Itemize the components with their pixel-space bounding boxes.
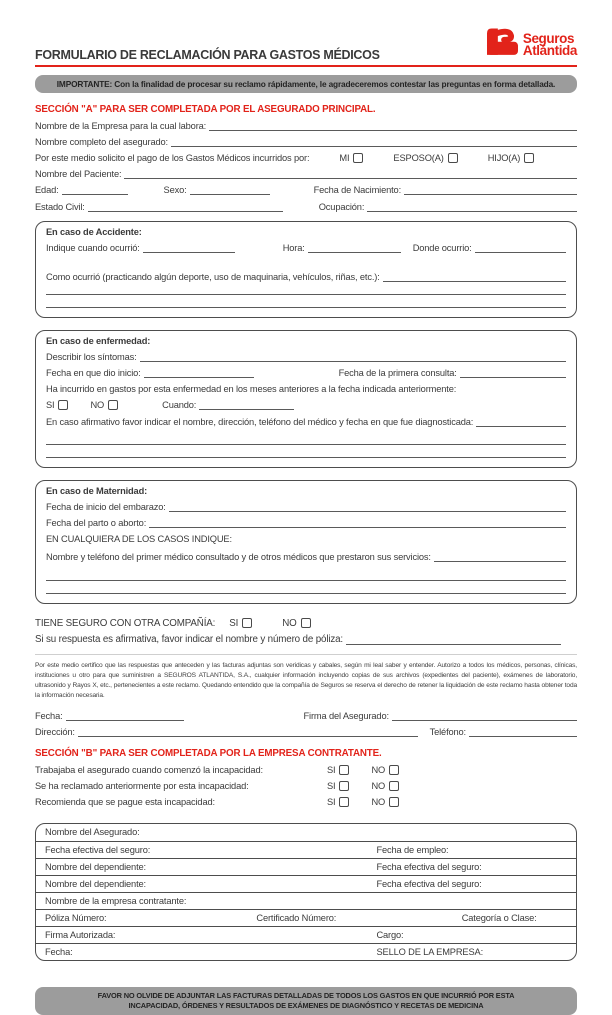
address-phone-field bbox=[35, 725, 577, 737]
table-row[interactable] bbox=[36, 943, 576, 960]
illness-start-line[interactable] bbox=[144, 368, 254, 378]
illness-symptoms-label: Describir los síntomas: bbox=[46, 352, 137, 363]
address-label: Dirección: bbox=[35, 726, 75, 737]
accident-hour-line[interactable] bbox=[308, 243, 401, 253]
maternity-doctors-field bbox=[46, 551, 566, 563]
payee-label: Por este medio solicito el pago de los Gastos Médicos incurridos por: bbox=[35, 152, 310, 163]
birth-input-line[interactable] bbox=[404, 185, 577, 195]
q1-yes-checkbox[interactable] bbox=[339, 765, 349, 775]
table-cell: SELLO DE LA EMPRESA: bbox=[376, 946, 484, 957]
illness-symptoms-line[interactable] bbox=[140, 352, 566, 362]
payee-field bbox=[35, 152, 577, 164]
illness-when-label: Cuando: bbox=[162, 399, 197, 410]
table-cell: Nombre del Asegurado: bbox=[45, 827, 140, 838]
accident-when-field bbox=[46, 241, 566, 253]
maternity-pregnancy-label: Fecha de inicio del embarazo: bbox=[46, 501, 166, 512]
table-row[interactable] bbox=[36, 892, 576, 909]
section-a-heading: SECCIÓN "A" PARA SER COMPLETADA POR EL ASEGURADO PRINCIPAL. bbox=[35, 104, 376, 115]
table-cell: Póliza Número: bbox=[45, 912, 107, 923]
illness-yes-checkbox[interactable] bbox=[58, 400, 68, 410]
accident-title: En caso de Accidente: bbox=[46, 226, 142, 237]
illness-box bbox=[35, 330, 577, 467]
age-sex-birth-field bbox=[35, 184, 577, 196]
patient-field bbox=[35, 168, 577, 180]
checkbox-hijo[interactable] bbox=[524, 153, 534, 163]
accident-hour-label: Hora: bbox=[282, 242, 305, 253]
q1-yes-label: SI bbox=[327, 764, 336, 775]
table-cell: Nombre del dependiente: bbox=[45, 861, 146, 872]
illness-prior-expenses-field bbox=[46, 383, 566, 395]
option-hijo-label: HIJO(A) bbox=[487, 152, 521, 163]
logo-line2: Atlántida bbox=[522, 43, 577, 58]
q3-yes-label: SI bbox=[327, 796, 336, 807]
option-mi-label: MI bbox=[339, 152, 350, 163]
table-row[interactable] bbox=[36, 909, 576, 926]
accident-how-field bbox=[46, 271, 566, 283]
phone-input-line[interactable] bbox=[469, 727, 577, 737]
table-cell: Nombre de la empresa contratante: bbox=[45, 895, 187, 906]
question-recommend-payment bbox=[35, 794, 577, 810]
question-worked-label: Trabajaba el asegurado cuando comenzó la incapacidad: bbox=[35, 764, 263, 775]
other-insurance-yes-label: SI bbox=[229, 617, 239, 629]
accident-blank-line-1[interactable] bbox=[46, 282, 566, 295]
accident-how-line[interactable] bbox=[383, 272, 566, 282]
accident-where-line[interactable] bbox=[475, 243, 566, 253]
illness-affirmative-label: En caso afirmativo favor indicar el nombre, dirección, teléfono del médico y fecha en que fue diagnosticada: bbox=[46, 416, 474, 427]
table-row[interactable] bbox=[36, 841, 576, 858]
date-label: Fecha: bbox=[35, 710, 63, 721]
header bbox=[35, 28, 577, 67]
illness-yesno-field bbox=[46, 399, 566, 411]
illness-yes-label: SI bbox=[46, 399, 55, 410]
age-label: Edad: bbox=[35, 185, 59, 196]
employer-field bbox=[35, 120, 577, 132]
other-insurance-no-label: NO bbox=[282, 617, 297, 629]
table-cell: Firma Autorizada: bbox=[45, 929, 116, 940]
illness-no-checkbox[interactable] bbox=[108, 400, 118, 410]
checkbox-esposo[interactable] bbox=[448, 153, 458, 163]
important-notice: IMPORTANTE: Con la finalidad de procesar su reclamo rápidamente, le agradeceremos contestar las preguntas en forma detallada. bbox=[35, 75, 577, 93]
age-input-line[interactable] bbox=[62, 185, 128, 195]
employer-label: Nombre de la Empresa para la cual labora: bbox=[35, 121, 207, 132]
other-insurance-policy-label: Si su respuesta es afirmativa, favor indicar el nombre y número de póliza: bbox=[35, 634, 343, 645]
footer-line2: INCAPACIDAD, ÓRDENES Y RESULTADOS DE EXÁMENES DE DIAGNÓSTICO Y RECETAS DE MEDICINA bbox=[128, 1001, 484, 1011]
civil-input-line[interactable] bbox=[88, 202, 283, 212]
question-prior-claim-label: Se ha reclamado anteriormente por esta incapacidad: bbox=[35, 780, 249, 791]
other-insurance-yes-checkbox[interactable] bbox=[242, 618, 252, 628]
maternity-doctors-label: Nombre y teléfono del primer médico consultado y de otros médicos que prestaron sus servicios: bbox=[46, 552, 431, 563]
maternity-title: En caso de Maternidad: bbox=[46, 485, 148, 496]
q1-no-checkbox[interactable] bbox=[389, 765, 399, 775]
other-insurance-policy-field bbox=[35, 634, 577, 646]
q1-no-label: NO bbox=[371, 764, 386, 775]
maternity-doctors-line[interactable] bbox=[434, 552, 566, 562]
date-signature-field bbox=[35, 709, 577, 721]
maternity-pregnancy-field bbox=[46, 500, 566, 512]
address-input-line[interactable] bbox=[78, 727, 418, 737]
insured-field bbox=[35, 136, 577, 148]
maternity-pregnancy-line[interactable] bbox=[169, 502, 566, 512]
page-title: FORMULARIO DE RECLAMACIÓN PARA GASTOS MÉDICOS bbox=[35, 48, 380, 62]
patient-label: Nombre del Paciente: bbox=[35, 169, 122, 180]
illness-blank-line-1[interactable] bbox=[46, 432, 566, 445]
q2-no-checkbox[interactable] bbox=[389, 781, 399, 791]
question-recommend-label: Recomienda que se pague esta incapacidad: bbox=[35, 796, 215, 807]
other-insurance-policy-line[interactable] bbox=[346, 635, 561, 645]
birth-label: Fecha de Nacimiento: bbox=[313, 185, 402, 196]
accident-when-line[interactable] bbox=[143, 243, 235, 253]
table-cell: Fecha efectiva del seguro: bbox=[376, 861, 482, 872]
footer-line1: FAVOR NO OLVIDE DE ADJUNTAR LAS FACTURAS DETALLADAS DE TODOS LOS GASTOS EN QUE INCURRIÓ POR ESTA bbox=[97, 990, 515, 1000]
accident-when-label: Indique cuando ocurrió: bbox=[46, 242, 140, 253]
question-prior-claim bbox=[35, 778, 577, 794]
logo-wordmark bbox=[522, 30, 577, 58]
maternity-either-case-field bbox=[46, 532, 566, 544]
divider-line bbox=[35, 654, 577, 655]
logo-line1: Seguros bbox=[522, 30, 575, 46]
q3-yes-checkbox[interactable] bbox=[339, 797, 349, 807]
atlantida-logo-icon bbox=[487, 28, 518, 62]
table-cell: Cargo: bbox=[376, 929, 404, 940]
illness-first-visit-line[interactable] bbox=[460, 368, 566, 378]
q2-yes-checkbox[interactable] bbox=[339, 781, 349, 791]
illness-prior-expenses-label: Ha incurrido en gastos por esta enfermedad en los meses anteriores a la fecha indicada anteriormente: bbox=[46, 384, 457, 395]
accident-blank-line-2[interactable] bbox=[46, 295, 566, 308]
checkbox-mi[interactable] bbox=[353, 153, 363, 163]
table-row[interactable] bbox=[36, 858, 576, 875]
maternity-delivery-label: Fecha del parto o aborto: bbox=[46, 517, 147, 528]
legal-certification-text: Por este medio certifico que las respuestas que anteceden y las facturas adjuntas son veridicas y cabales, según mi leal saber y entender. Autorizo a todos los médicos, personas, clínicas, instituciones u otro para que suministren a SEGUROS ATLANTIDA, S.A., cualquier información incluyendo copias de sus archivos (expedientes del paciente), exámenes de laboratorio, ultrasonido y Rayos X, etc., pertenecientes a este reclamo. Quedando entendido que la compañía de Seguros se reserva el derecho de retener la liquidación de este reclamo hasta obtener toda la información necesaria. bbox=[35, 662, 577, 700]
patient-input-line[interactable] bbox=[124, 169, 577, 179]
illness-no-label: NO bbox=[90, 399, 105, 410]
accident-how-label: Como ocurrió (practicando algún deporte, uso de maquinaria, vehículos, riñas, etc.): bbox=[46, 272, 380, 283]
footer-reminder bbox=[35, 987, 577, 1015]
illness-dates-field bbox=[46, 367, 566, 379]
question-worked-at-onset bbox=[35, 762, 577, 778]
occupation-input-line[interactable] bbox=[367, 202, 577, 212]
illness-title: En caso de enfermedad: bbox=[46, 336, 151, 347]
civil-occupation-field bbox=[35, 200, 577, 212]
illness-blank-line-2[interactable] bbox=[46, 445, 566, 458]
maternity-box bbox=[35, 480, 577, 605]
insured-label: Nombre completo del asegurado: bbox=[35, 137, 168, 148]
illness-first-visit-label: Fecha de la primera consulta: bbox=[338, 368, 457, 379]
table-cell: Fecha de empleo: bbox=[376, 844, 449, 855]
sex-label: Sexo: bbox=[163, 185, 187, 196]
insured-input-line[interactable] bbox=[171, 137, 577, 147]
maternity-blank-line-2[interactable] bbox=[46, 581, 566, 594]
accident-box bbox=[35, 221, 577, 319]
other-insurance-question: TIENE SEGURO CON OTRA COMPAÑÍA: bbox=[35, 617, 216, 629]
maternity-blank-line-1[interactable] bbox=[46, 568, 566, 581]
table-row[interactable] bbox=[36, 926, 576, 943]
signature-label: Firma del Asegurado: bbox=[303, 710, 389, 721]
illness-affirmative-line[interactable] bbox=[476, 417, 566, 427]
option-esposo-label: ESPOSO(A) bbox=[393, 152, 444, 163]
other-insurance-no-checkbox[interactable] bbox=[301, 618, 311, 628]
table-cell: Nombre del dependiente: bbox=[45, 878, 146, 889]
table-cell: Fecha efectiva del seguro: bbox=[45, 844, 151, 855]
illness-start-label: Fecha en que dio inicio: bbox=[46, 368, 141, 379]
table-cell: Fecha efectiva del seguro: bbox=[376, 878, 482, 889]
signature-input-line[interactable] bbox=[392, 711, 577, 721]
maternity-delivery-field bbox=[46, 516, 566, 528]
illness-symptoms-field bbox=[46, 351, 566, 363]
q3-no-checkbox[interactable] bbox=[389, 797, 399, 807]
other-insurance-field bbox=[35, 617, 577, 629]
table-row[interactable] bbox=[36, 875, 576, 892]
sex-input-line[interactable] bbox=[190, 185, 270, 195]
occupation-label: Ocupación: bbox=[318, 201, 365, 212]
phone-label: Teléfono: bbox=[429, 726, 466, 737]
illness-affirmative-field bbox=[46, 415, 566, 427]
illness-when-line[interactable] bbox=[199, 400, 294, 410]
company-info-table bbox=[35, 823, 577, 961]
table-cell: Certificado Número: bbox=[256, 912, 337, 923]
civil-label: Estado Civil: bbox=[35, 201, 85, 212]
q2-yes-label: SI bbox=[327, 780, 336, 791]
date-input-line[interactable] bbox=[66, 711, 184, 721]
table-cell: Categoría o Clase: bbox=[461, 912, 537, 923]
table-cell: Fecha: bbox=[45, 946, 73, 957]
q2-no-label: NO bbox=[371, 780, 386, 791]
employer-input-line[interactable] bbox=[209, 121, 577, 131]
q3-no-label: NO bbox=[371, 796, 386, 807]
company-logo bbox=[487, 28, 577, 62]
accident-where-label: Donde ocurrio: bbox=[412, 242, 472, 253]
table-row[interactable] bbox=[36, 824, 576, 841]
section-b-heading: SECCIÓN "B" PARA SER COMPLETADA POR LA EMPRESA CONTRATANTE. bbox=[35, 747, 382, 759]
maternity-delivery-line[interactable] bbox=[149, 518, 566, 528]
maternity-either-case-label: EN CUALQUIERA DE LOS CASOS INDIQUE: bbox=[46, 533, 232, 544]
